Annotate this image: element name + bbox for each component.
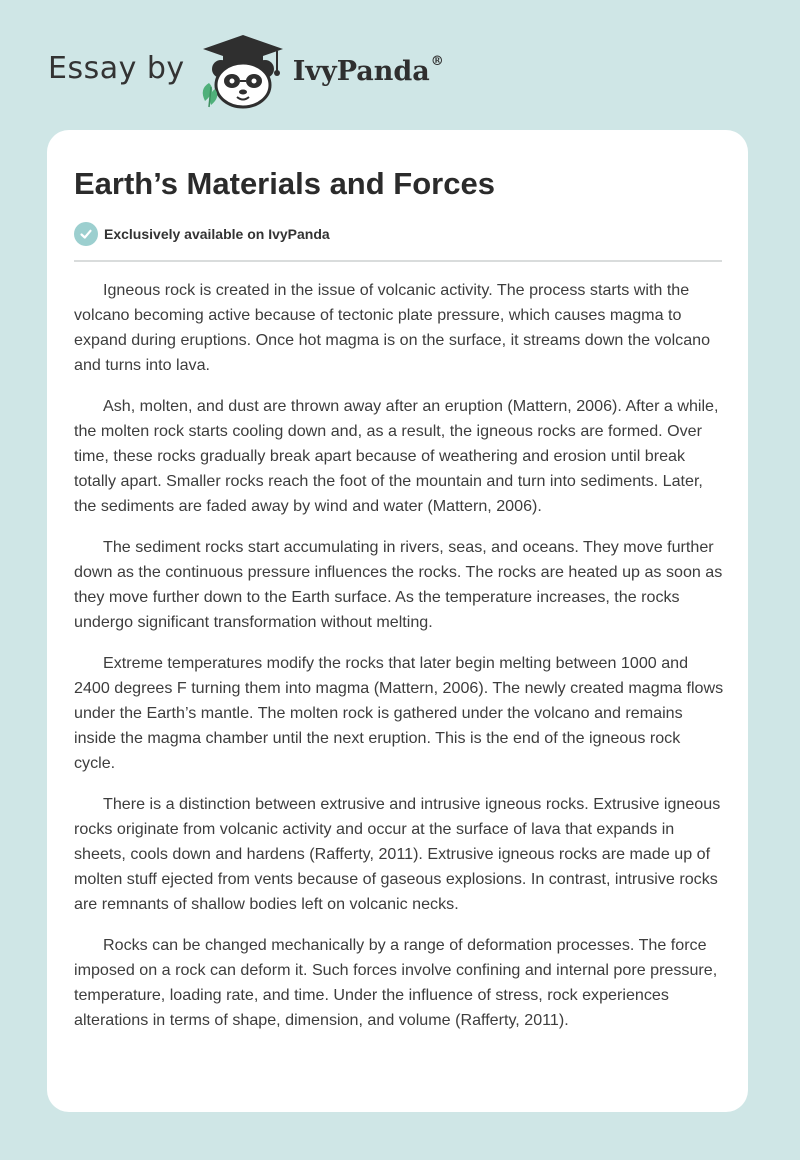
- exclusive-label: Exclusively available on IvyPanda: [104, 226, 330, 242]
- page-title: Earth’s Materials and Forces: [74, 166, 495, 201]
- paragraph: The sediment rocks start accumulating in rivers, seas, and oceans. They move further down as the continuous pressure influences the rocks. The rocks are heated up as soon as they move further down to the Earth surface. As the temperature increases, the rocks undergo significant transformation without melting.: [74, 538, 723, 631]
- paragraph: Ash, molten, and dust are thrown away after an eruption (Mattern, 2006). After a while, the molten rock starts cooling down and, as a result, the igneous rocks are formed. Over time, these rocks gradually break apart because of weathering and erosion until break totally apart. Smaller rocks reach the foot of the mountain and turn into sediments. Later, the sediments are faded away by wind and water (Mattern, 2006).: [74, 397, 719, 515]
- exclusive-badge: [74, 222, 330, 246]
- essay-card: [47, 130, 748, 1112]
- brand-name[interactable]: [292, 53, 444, 87]
- paragraph: Rocks can be changed mechanically by a range of deformation processes. The force imposed on a rock can deform it. Such forces involve confining and internal pore pressure, temperature, loading rate, and time. Under the influence of stress, rock experiences alterations in terms of shape, dimension, and volume (Rafferty, 2011).: [74, 936, 718, 1029]
- divider: [74, 260, 722, 262]
- paragraph: Igneous rock is created in the issue of volcanic activity. The process starts with the volcano becoming active because of tectonic plate pressure, which causes magma to expand during eruptions. Once hot magma is on the surface, it streams down the volcano and turns into lava.: [74, 281, 711, 374]
- registered-mark: ®: [430, 53, 444, 69]
- paragraph: Extreme temperatures modify the rocks that later begin melting between 1000 and 2400 degrees F turning them into magma (Mattern, 2006). The newly created magma flows under the Earth’s mantle. The molten rock is gathered under the volcano and remains inside the magma chamber until the next eruption. This is the end of the igneous rock cycle.: [74, 654, 724, 772]
- essay-by-label: Essay by: [48, 50, 185, 86]
- brand-label: IvyPanda: [292, 55, 430, 87]
- paragraph: There is a distinction between extrusive and intrusive igneous rocks. Extrusive igneous rocks originate from volcanic activity and occur at the surface of lava that expands in sheets, cools down and hardens (Rafferty, 2011). Extrusive igneous rocks are made up of molten stuff ejected from vents because of gaseous explosions. In contrast, intrusive rocks are remnants of shallow bodies left on volcanic necks.: [74, 795, 721, 913]
- check-icon: [74, 222, 98, 246]
- site-header: [48, 30, 508, 110]
- panda-logo-icon[interactable]: [197, 31, 289, 109]
- essay-body: [74, 278, 724, 1049]
